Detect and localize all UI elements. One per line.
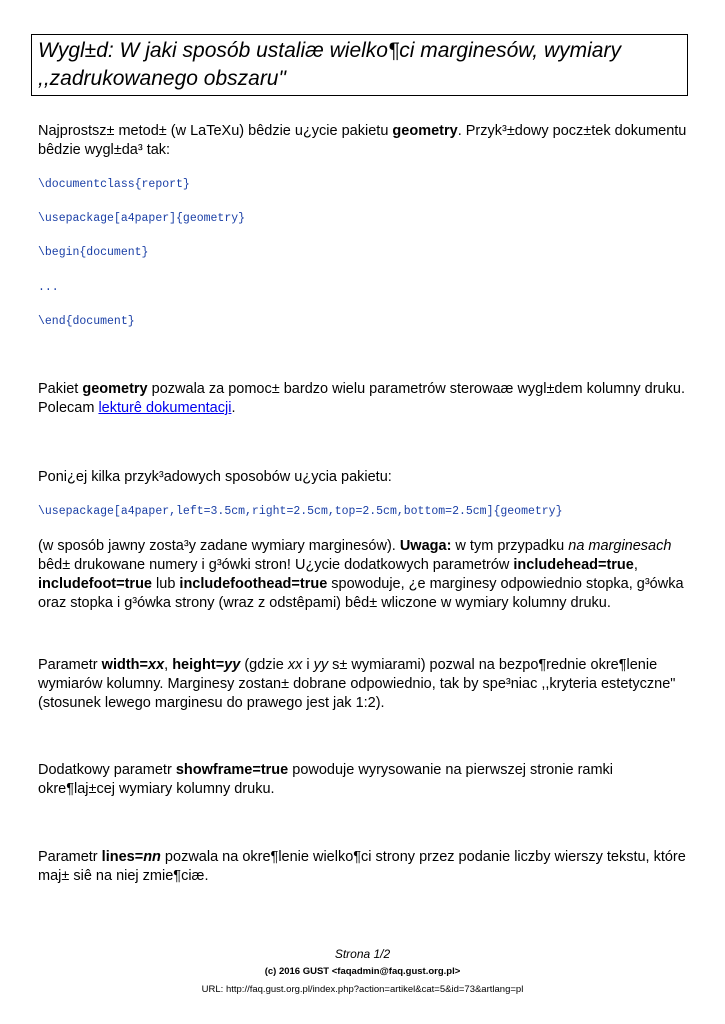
paragraph-showframe — [38, 761, 688, 799]
text: i — [302, 657, 314, 673]
text: w tym przypadku — [451, 538, 569, 554]
code-line: ... — [38, 281, 59, 294]
parameter: includefoothead=true — [179, 576, 328, 592]
text: Dodatkowy parametr — [38, 762, 176, 778]
text: lub — [152, 576, 180, 592]
text: Parametr — [38, 849, 102, 865]
parameter: showframe=true — [175, 762, 289, 778]
paragraph-width-height — [38, 656, 688, 713]
text: (w sposób jawny zosta³y zadane wymiary marginesów). — [38, 538, 400, 554]
code-line: \begin{document} — [38, 246, 149, 259]
emphasis: xx — [287, 657, 303, 673]
parameter: includefoot=true — [38, 576, 152, 592]
text: bêd± drukowane numery i g³ówki stron! U¿ycie dodatkowych parametrów — [38, 557, 514, 573]
code-line: \end{document} — [38, 315, 135, 328]
copyright: (c) 2016 GUST <faqadmin@faq.gust.org.pl> — [264, 966, 461, 977]
paragraph-lines — [38, 848, 688, 886]
text: pozwala za pomoc± bardzo wielu parametrów sterowaæ wygl±dem kolumny druku. Polecam — [38, 381, 685, 416]
emphasis: na marginesach — [568, 538, 672, 554]
parameter-value: xx — [148, 657, 165, 673]
text: spowoduje, ¿e marginesy odpowiednio stopka, g³ówka oraz stopka i g³ówka strony (wraz z odstêpami) bêd± wliczone w wymiary kolumny druku. — [38, 576, 684, 611]
package-name: geometry — [392, 123, 458, 139]
code-line: \usepackage[a4paper]{geometry} — [38, 212, 246, 225]
text: s± wymiarami) pozwal na bezpo¶rednie okre¶lenie wymiarów kolumny. Marginesy zostan± dobrane odpowiednio, tak by spe³niac ,,kryteria estetyczne" (stosunek lewego marginesu do prawego jest jak 1:2). — [38, 657, 676, 711]
text: , — [164, 657, 173, 673]
page-title-text: Wygl±d: W jaki sposób ustaliæ wielko¶ci marginesów, wymiary ,,zadrukowanego obszaru" — [38, 39, 621, 90]
paragraph-geometry — [38, 380, 688, 418]
paragraph-examples: Poni¿ej kilka przyk³adowych sposobów u¿ycia pakietu: — [38, 469, 392, 485]
documentation-link[interactable]: lekturê dokumentacji — [98, 400, 232, 416]
text: Najprostsz± metod± (w LaTeXu) bêdzie u¿ycie pakietu — [38, 123, 393, 139]
page-number: Strona 1/2 — [334, 947, 391, 961]
note-label: Uwaga: — [399, 538, 452, 554]
parameter: includehead=true — [513, 557, 634, 573]
source-url: URL: http://faq.gust.org.pl/index.php?action=artikel&cat=5&id=73&artlang=pl — [201, 984, 524, 995]
code-line: \documentclass{report} — [38, 178, 190, 191]
parameter: lines= — [101, 849, 144, 865]
text: powoduje wyrysowanie na pierwszej stronie ramki okre¶laj±cej wymiary kolumny druku. — [38, 762, 614, 797]
text: . — [231, 400, 236, 416]
text: Pakiet — [38, 381, 83, 397]
text: pozwala na okre¶lenie wielko¶ci strony przez podanie liczby wierszy tekstu, które maj± siê na niej zmie¶ciæ. — [38, 849, 686, 884]
page-title — [31, 34, 688, 96]
parameter: height= — [172, 657, 225, 673]
emphasis: yy — [313, 657, 329, 673]
text: . Przyk³±dowy pocz±tek dokumentu bêdzie wygl±da³ tak: — [38, 123, 687, 158]
package-name: geometry — [82, 381, 148, 397]
code-line-geometry-example: \usepackage[a4paper,left=3.5cm,right=2.5cm,top=2.5cm,bottom=2.5cm]{geometry} — [38, 505, 563, 518]
text: Parametr — [38, 657, 102, 673]
paragraph-intro — [38, 122, 688, 160]
parameter-value: nn — [143, 849, 161, 865]
parameter: width= — [101, 657, 148, 673]
text: , — [633, 557, 638, 573]
paragraph-note — [38, 537, 688, 613]
text: (gdzie — [240, 657, 288, 673]
parameter-value: yy — [224, 657, 241, 673]
